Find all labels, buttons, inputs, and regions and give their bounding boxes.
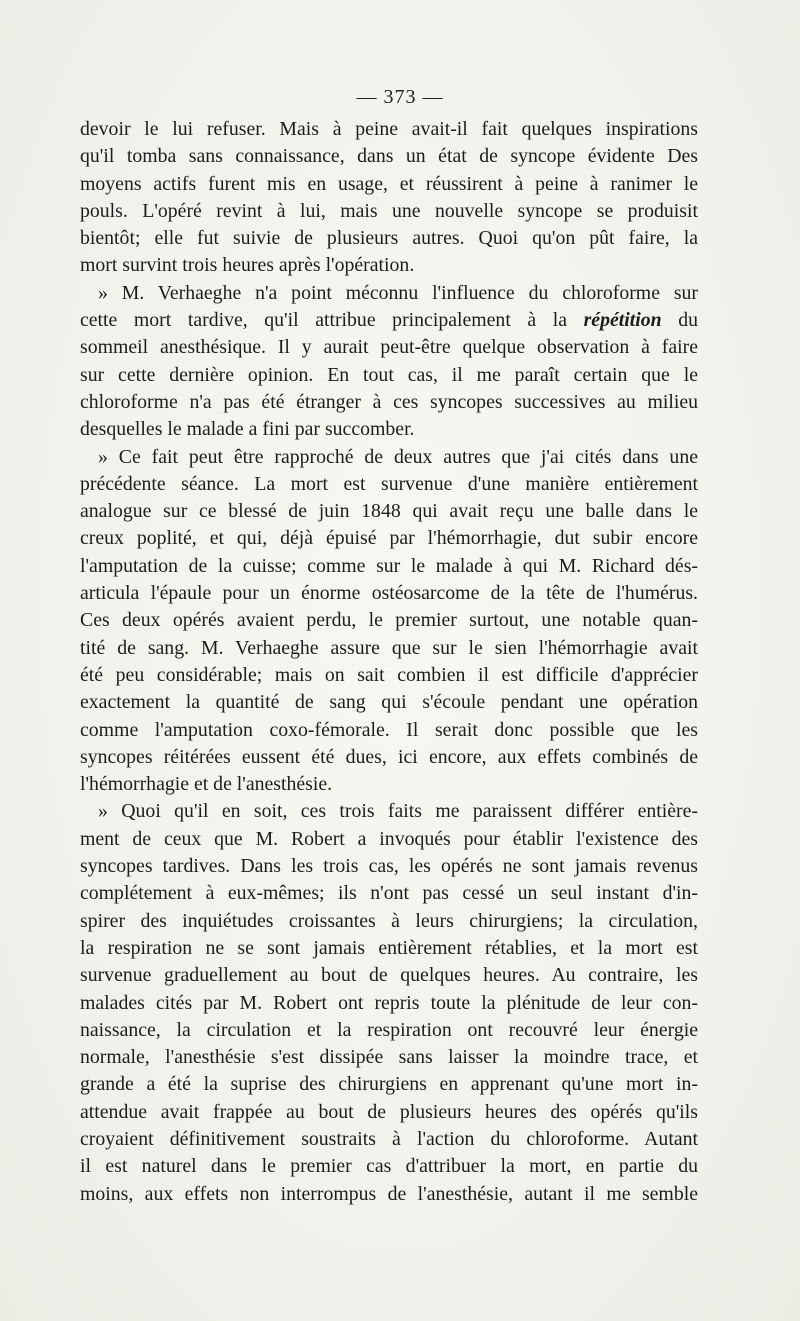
text-line: exactement la quantité de sang qui s'écoule pendant une opération [80, 691, 698, 714]
text-line: spirer des inquiétudes croissantes à leurs chirurgiens; la circulation, [80, 909, 698, 932]
text-line: sur cette dernière opinion. En tout cas, il me paraît certain que le [80, 363, 698, 386]
paragraph-text: » Ce fait peut être rapproché de deux autres que j'ai cités dans une [98, 445, 698, 468]
text-line: naissance, la circulation et la respiration ont recouvré leur énergie [80, 1018, 698, 1041]
paragraph-text: » M. Verhaeghe n'a point méconnu l'influence du chloroforme sur [98, 281, 698, 304]
text-line: précédente séance. La mort est survenue d'une manière entièrement [80, 472, 698, 495]
body-text [80, 116, 698, 1208]
text-line [80, 798, 698, 825]
text-line: syncopes tardives. Dans les trois cas, les opérés ne sont jamais revenus [80, 855, 698, 878]
text-line: desquelles le malade a fini par succomber. [80, 418, 415, 441]
text-line: moyens actifs furent mis en usage, et réussirent à peine à ranimer le [80, 172, 698, 195]
text-line: il est naturel dans le premier cas d'attribuer la mort, en partie du [80, 1155, 698, 1178]
text-line: Ces deux opérés avaient perdu, le premier surtout, une notable quan- [80, 609, 698, 632]
text-line: mort survint trois heures après l'opération. [80, 254, 415, 277]
text-line: attendue avait frappée au bout de plusieurs heures des opérés qu'ils [80, 1100, 698, 1123]
paragraph-text: » Quoi qu'il en soit, ces trois faits me paraissent différer entière- [98, 800, 698, 823]
text-line: survenue graduellement au bout de quelques heures. Au contraire, les [80, 964, 698, 987]
text-line: complétement à eux-mêmes; ils n'ont pas cessé un seul instant d'in- [80, 882, 698, 905]
text-line: normale, l'anesthésie s'est dissipée sans laisser la moindre trace, et [80, 1046, 698, 1069]
text-line: pouls. L'opéré revint à lui, mais une nouvelle syncope se produisit [80, 199, 698, 222]
text-line: été peu considérable; mais on sait combien il est difficile d'apprécier [80, 663, 698, 686]
text-line: analogue sur ce blessé de juin 1848 qui avait reçu une balle dans le [80, 500, 698, 523]
text-line: croyaient définitivement soustraits à l'action du chloroforme. Autant [80, 1127, 698, 1150]
text-line [80, 307, 698, 334]
emphasized-word: répétition [583, 309, 662, 332]
page-number: — 373 — [356, 86, 444, 108]
text-line [80, 444, 698, 471]
text-line: l'amputation de la cuisse; comme sur le malade à qui M. Richard dés- [80, 554, 698, 577]
line-segment: du [678, 309, 698, 332]
text-line [80, 280, 698, 307]
text-line: comme l'amputation coxo-fémorale. Il serait donc possible que les [80, 718, 698, 741]
text-line: syncopes réitérées eussent été dues, ici encore, aux effets combinés de [80, 745, 698, 768]
text-line: moins, aux effets non interrompus de l'anesthésie, autant il me semble [80, 1182, 698, 1205]
text-line: grande a été la suprise des chirurgiens en apprenant qu'une mort in- [80, 1073, 698, 1096]
text-line: creux poplité, et qui, déjà épuisé par l'hémorrhagie, dut subir encore [80, 527, 698, 550]
text-line: malades cités par M. Robert ont repris toute la plénitude de leur con- [80, 991, 698, 1014]
text-line: l'hémorrhagie et de l'anesthésie. [80, 773, 333, 796]
text-line: qu'il tomba sans connaissance, dans un état de syncope évidente Des [80, 145, 698, 168]
text-line: chloroforme n'a pas été étranger à ces syncopes successives au milieu [80, 390, 698, 413]
text-line: bientôt; elle fut suivie de plusieurs autres. Quoi qu'on pût faire, la [80, 227, 698, 250]
text-line: sommeil anesthésique. Il y aurait peut-être quelque observation à faire [80, 336, 698, 359]
text-line: ment de ceux que M. Robert a invoqués pour établir l'existence des [80, 827, 698, 850]
text-line: devoir le lui refuser. Mais à peine avait-il fait quelques inspirations [80, 118, 698, 140]
line-segment: cette mort tardive, qu'il attribue principalement à la [80, 309, 568, 332]
text-line: tité de sang. M. Verhaeghe assure que sur le sien l'hémorrhagie avait [80, 636, 698, 659]
text-line: la respiration ne se sont jamais entièrement rétablies, et la mort est [80, 936, 698, 959]
text-line: articula l'épaule pour un énorme ostéosarcome de la tête de l'humérus. [80, 582, 698, 605]
